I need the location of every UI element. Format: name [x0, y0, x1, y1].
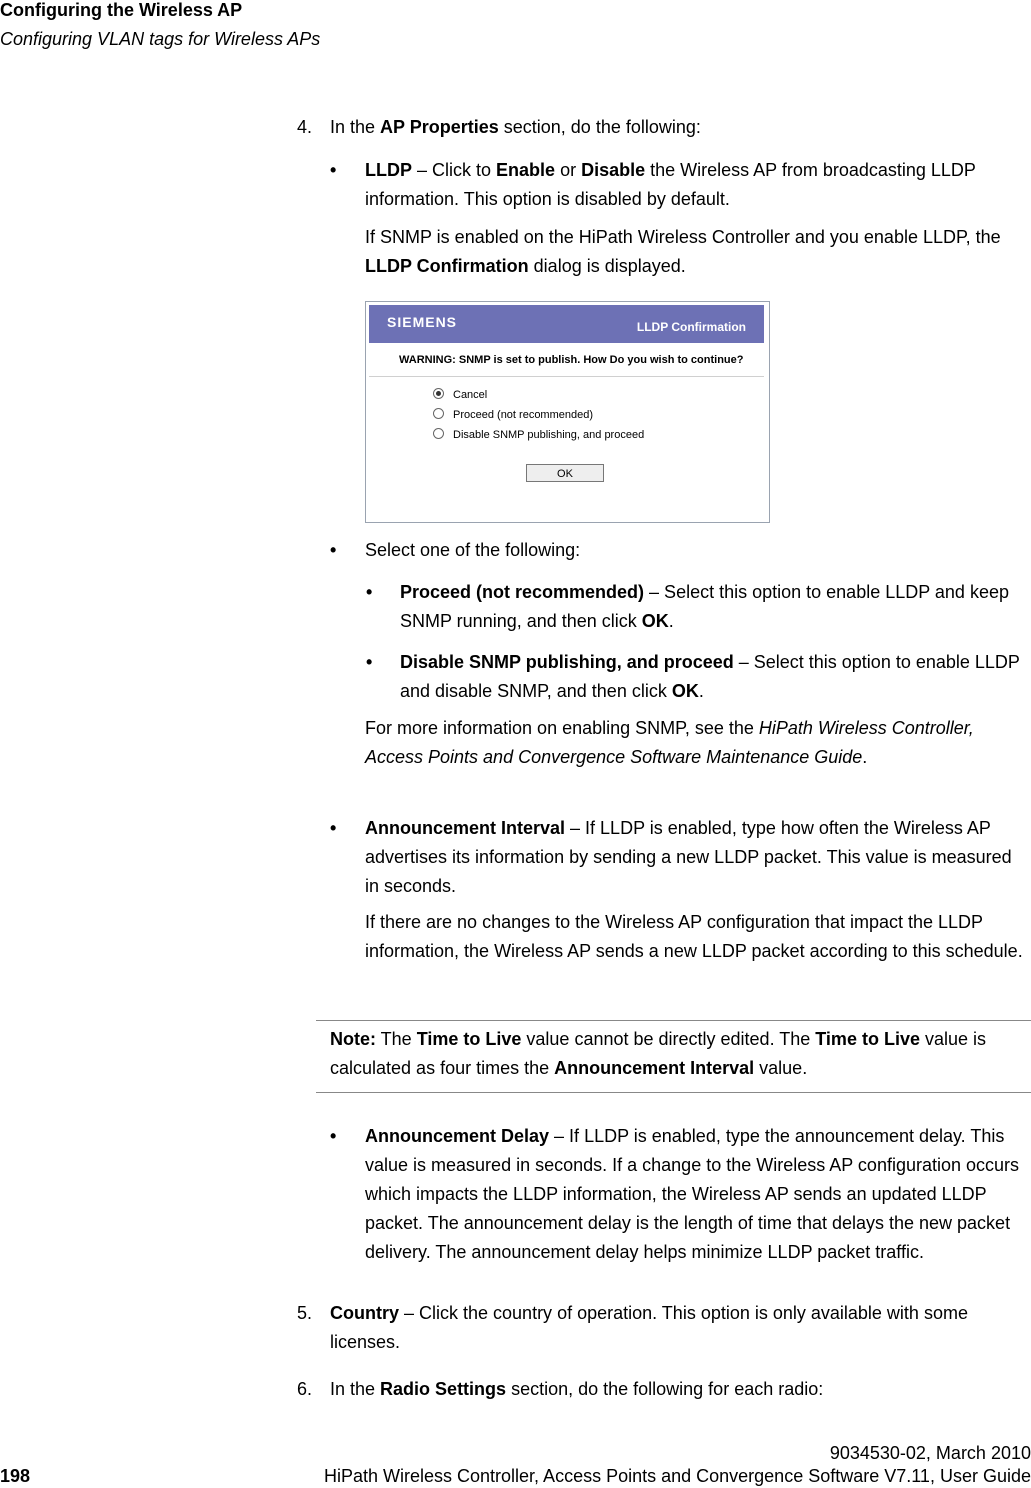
bullet-icon: • — [330, 160, 337, 180]
disable-snmp-paragraph: Disable SNMP publishing, and proceed – Select this option to enable LLDP and disable SNMP, and then click OK. — [400, 652, 1020, 701]
bullet-icon: • — [330, 818, 337, 838]
siemens-logo: SIEMENS — [387, 314, 458, 330]
dialog-title-bar — [369, 305, 764, 343]
step-4-number: 4. — [297, 117, 313, 137]
footer-doc-number: 9034530-02, March 2010 — [829, 1443, 1031, 1463]
interval-schedule-paragraph: If there are no changes to the Wireless AP configuration that impact the LLDP information, the Wireless AP sends a new LLDP packet according to this schedule. — [365, 912, 1023, 961]
dialog-warning: WARNING: SNMP is set to publish. How Do you wish to continue? — [399, 354, 744, 366]
dialog-heading: LLDP Confirmation — [636, 320, 746, 334]
dialog-divider — [369, 376, 764, 377]
option-cancel[interactable]: Cancel — [433, 388, 487, 401]
note-paragraph: Note: The Time to Live value cannot be directly edited. The Time to Live value is calculated as four times the Announcement Interval value. — [330, 1029, 987, 1078]
bullet-icon: • — [366, 582, 373, 602]
radio-icon[interactable] — [433, 428, 444, 439]
select-instruction: Select one of the following: — [365, 540, 581, 560]
step-5-number: 5. — [297, 1303, 313, 1323]
radio-selected-icon[interactable] — [433, 388, 444, 399]
ok-button[interactable]: OK — [526, 464, 604, 482]
step-4-text: In the AP Properties section, do the following: — [330, 117, 701, 137]
step-6-number: 6. — [297, 1379, 313, 1399]
announcement-delay-paragraph: Announcement Delay – If LLDP is enabled, type the announcement delay. This value is measured in seconds. If a change to the Wireless AP configuration occurs which impacts the LLDP information, the Wireless AP sends an updated LLDP packet. The announcement delay is the length of time that delays the new packet delivery. The announcement delay helps minimize LLDP packet traffic. — [365, 1126, 1020, 1262]
lldp-paragraph: LLDP – Click to Enable or Disable the Wireless AP from broadcasting LLDP information. This option is disabled by default. — [365, 160, 976, 209]
note-top-rule — [316, 1020, 1031, 1021]
note-bottom-rule — [316, 1092, 1031, 1093]
option-proceed[interactable]: Proceed (not recommended) — [433, 408, 593, 421]
lldp-confirmation-dialog — [365, 301, 770, 523]
more-info-paragraph: For more information on enabling SNMP, see the HiPath Wireless Controller, Access Points and Convergence Software Maintenance Guide. — [365, 718, 974, 767]
radio-icon[interactable] — [433, 408, 444, 419]
section-subtitle: Configuring VLAN tags for Wireless APs — [0, 29, 321, 49]
chapter-title: Configuring the Wireless AP — [0, 0, 243, 20]
footer-page-number: 198 — [0, 1466, 31, 1486]
step-5-text: Country – Click the country of operation. This option is only available with some licenses. — [330, 1303, 968, 1352]
bullet-icon: • — [330, 1126, 337, 1146]
option-disable-snmp[interactable]: Disable SNMP publishing, and proceed — [433, 428, 644, 441]
footer-doc-title: HiPath Wireless Controller, Access Points and Convergence Software V7.11, User Guide — [323, 1466, 1031, 1486]
proceed-paragraph: Proceed (not recommended) – Select this option to enable LLDP and keep SNMP running, and then click OK. — [400, 582, 1009, 631]
bullet-icon: • — [366, 652, 373, 672]
step-6-text: In the Radio Settings section, do the following for each radio: — [330, 1379, 824, 1399]
announcement-interval-paragraph: Announcement Interval – If LLDP is enabled, type how often the Wireless AP advertises its information by sending a new LLDP packet. This value is measured in seconds. — [365, 818, 1012, 896]
bullet-icon: • — [330, 540, 337, 560]
lldp-snmp-paragraph: If SNMP is enabled on the HiPath Wireless Controller and you enable LLDP, the LLDP Confirmation dialog is displayed. — [365, 227, 1001, 276]
